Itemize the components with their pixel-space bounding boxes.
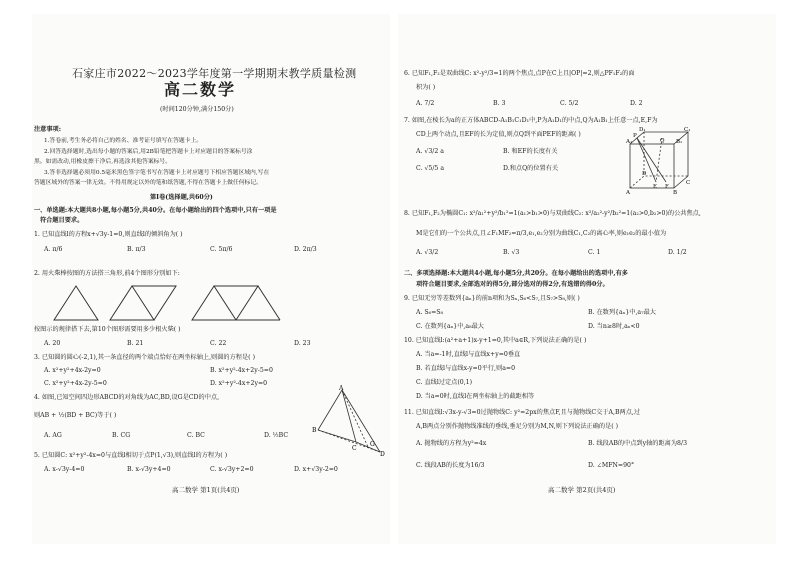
- q9-option-d: D. 当n≥8时,aₙ<0: [588, 323, 640, 330]
- page-footer: 高二数学 第1页(共4页): [172, 486, 240, 494]
- q1-option-a: A. π/6: [44, 246, 63, 253]
- q4-option-b: B. CG: [112, 432, 131, 439]
- question-7-cont: CD上两个动点,且EF的长为定值,则点Q到平面PEF的距离( ): [416, 131, 581, 138]
- q9-option-b: B. 在数列{aₙ}中,a₇最大: [588, 309, 656, 316]
- label-e: E: [653, 184, 658, 190]
- q5-option-a: A. x-√3y-4=0: [44, 466, 85, 473]
- q9-option-a: A. S₆=S₈: [416, 309, 444, 316]
- question-9: 9. 已知无穷等差数列{aₙ}的前n项和为Sₙ,S₆<S₇,且S₇>S₈,则( ): [404, 295, 580, 302]
- label-c: C: [686, 180, 691, 186]
- q4-option-a: A. AG: [44, 432, 62, 439]
- page-footer: 高二数学 第2页(共4页): [548, 486, 616, 494]
- q1-option-b: B. π/3: [127, 246, 146, 253]
- q7-option-d: D.和点Q的位置有关: [503, 165, 559, 172]
- q1-option-d: D. 2π/3: [294, 246, 317, 253]
- label-b: B: [673, 190, 678, 196]
- q2-option-d: D. 23: [294, 340, 311, 347]
- q8-option-a: A. √3/2: [416, 249, 439, 256]
- q10-option-d: D. 当a=0时,直线l在两坐标轴上的截距相等: [416, 393, 535, 400]
- label-d1: D₁: [639, 127, 646, 133]
- label-b: B: [312, 427, 317, 434]
- q9-option-c: C. 在数列{aₙ}中,a₈最大: [416, 323, 484, 330]
- note-1: 1.答卷前,考生务必将自己的姓名、准考证号填写在答题卡上。: [44, 138, 203, 144]
- question-2-cont: 按图示的规律搭下去,第10个图形需要用多少根火柴( ): [34, 326, 181, 333]
- question-8: 8. 已知F₁,F₂为椭圆C₁: x²/a₁²+y²/b₁²=1(a₁>b₁>0)与双曲线C₂: x²/a₂²-y²/b₂²=1(a₂>0,b₂>0)的公共焦点,: [404, 210, 701, 217]
- label-d: D: [642, 171, 647, 177]
- question-6-cont: 积为( ): [416, 84, 436, 91]
- q8-option-c: C. 1: [588, 249, 601, 256]
- q6-option-c: C. 5/2: [560, 100, 579, 107]
- q10-option-c: C. 直线l过定点(0,1): [416, 379, 473, 386]
- q3-option-b: B. x²+y²-4x+2y-5=0: [210, 367, 273, 374]
- q6-option-b: B. 3: [493, 100, 506, 107]
- question-3: 3. 已知圆的圆心(-2,1),其一条直径的两个端点恰好在两坐标轴上,则圆的方程是( ): [34, 354, 255, 361]
- exam-title: 石家庄市2022～2023学年度第一学期期末教学质量检测: [72, 67, 357, 80]
- q8-option-b: B. √3: [503, 249, 520, 256]
- label-c: C: [352, 445, 357, 452]
- q10-option-b: B. 若直线l与直线x-y=0平行,则a=0: [416, 365, 516, 372]
- q11-option-c: C. 线段AB的长度为16/3: [416, 462, 485, 469]
- question-11-cont: A,B两点分别作抛物线准线的垂线,垂足分别为M,N,则下列说法正确的是( ): [416, 423, 619, 430]
- label-f: F: [665, 184, 669, 190]
- note-2b: 黑。如需改动,用橡皮擦干净后,再选涂其他答案标号。: [34, 159, 172, 165]
- q10-option-a: A. 当a=-1时,直线l与直线x+y=0垂直: [416, 351, 521, 358]
- q2-option-b: B. 21: [127, 340, 144, 347]
- label-b1: B₁: [676, 139, 683, 145]
- time-note: (时间120分钟,满分150分): [160, 106, 234, 113]
- label-q: Q: [660, 138, 665, 144]
- q11-option-a: A. 抛物线的方程为y²=4x: [416, 440, 487, 447]
- q7-option-c: C. √5/5 a: [416, 165, 445, 172]
- q7-option-a: A. √3/2 a: [416, 148, 444, 155]
- q8-option-d: D. 1/2: [668, 249, 687, 256]
- question-2: 2. 用火柴棒按图的方法搭三角形,前4个图形分别如下:: [34, 270, 180, 277]
- label-a1: A₁: [626, 139, 633, 145]
- label-c1: C₁: [684, 127, 691, 133]
- question-6: 6. 已知F₁,F₂是双曲线C: x²-y²/3=1的两个焦点,点P在C上且|OP|=2,则△PF₁F₂的面: [404, 70, 635, 77]
- section-1-heading: 一、单选题:本大题共8小题,每小题5分,共40分。在每小题给出的四个选项中,只有一项是: [34, 207, 277, 214]
- q5-option-d: D. x+√3y-2=0: [294, 466, 338, 473]
- q2-option-a: A. 20: [44, 340, 61, 347]
- note-2a: 2.回答选择题时,选出每小题的答案后,用2B铅笔把答题卡上对应题目的答案标号涂: [44, 149, 253, 155]
- q11-option-b: B. 线段AB的中点到y轴的距离为8/3: [588, 440, 688, 447]
- label-g: G: [370, 441, 375, 448]
- section-1-heading-cont: 符合题目要求。: [40, 217, 84, 224]
- exam-page-1: [32, 14, 390, 544]
- q3-option-c: C. x²+y²+4x-2y-5=0: [44, 380, 107, 387]
- label-a: A: [626, 190, 630, 196]
- matchstick-triangles-figure: [52, 282, 302, 324]
- note-3a: 3.答非选择题必须用0.5毫米黑色签字笔书写在答题卡上对应题号下相应答题区域内,写在: [44, 170, 270, 176]
- notes-heading: 注意事项:: [34, 126, 62, 133]
- q11-option-d: D. ∠MFN=90°: [588, 462, 635, 469]
- q3-option-a: A. x²+y²+4x-2y=0: [44, 367, 101, 374]
- question-4: 4. 如图,已知空间四边形ABCD的对角线为AC,BD,设G是CD的中点,: [34, 394, 220, 401]
- part-1-heading: 第Ⅰ卷(选择题,共60分): [150, 194, 213, 201]
- q6-option-a: A. 7/2: [416, 100, 435, 107]
- note-3b: 答题区域外的答案一律无效。不得用规定以外的笔和纸答题,不得在答题卡上做任何标记。: [34, 180, 262, 186]
- q5-option-c: C. x-√3y+2=0: [210, 466, 254, 473]
- question-11: 11. 已知直线l:√3x-y-√3=0过抛物线C: y²=2px的焦点F,且与抛物线C交于A,B两点,过: [404, 409, 641, 416]
- exam-page-2: [398, 14, 776, 544]
- label-a: A: [339, 385, 344, 392]
- label-d: D: [380, 451, 385, 456]
- q4-option-c: C. BC: [187, 432, 205, 439]
- question-10: 10. 已知直线l:(a²+a+1)x-y+1=0,其中a∈R,下列说法正确的是( ): [404, 337, 587, 344]
- question-5: 5. 已知圆C: x²+y²-4x=0与直线l相切于点P(1,√3),则直线l的方程为( ): [34, 452, 228, 459]
- q6-option-d: D. 2: [630, 100, 643, 107]
- question-4-cont: 则AB + ½(BD + BC)等于( ): [34, 412, 117, 419]
- q4-option-d: D. ½BC: [264, 432, 289, 439]
- q7-option-b: B. 和EF的长度有关: [503, 148, 558, 155]
- question-7: 7. 如图,在棱长为a的正方体ABCD-A₁B₁C₁D₁中,P为A₁D₁的中点,Q为A₁B₁上任意一点,E,F为: [404, 117, 658, 124]
- section-2-heading-cont: 项符合题目要求,全部选对的得5分,部分选对的得2分,有选错的得0分。: [416, 281, 609, 288]
- q3-option-d: D. x²+y²-4x+2y=0: [210, 380, 268, 387]
- section-2-heading: 二、多项选择题:本大题共4小题,每小题5分,共20分。在每小题给出的选项中,有多: [404, 270, 628, 277]
- q1-option-c: C. 5π/6: [210, 246, 233, 253]
- cube-figure: [626, 126, 692, 196]
- q2-option-c: C. 22: [210, 340, 227, 347]
- label-p: P: [633, 133, 637, 139]
- tetrahedron-figure: [312, 384, 386, 456]
- subject-title: 高二数学: [164, 80, 237, 99]
- q5-option-b: B. x-√3y+4=0: [127, 466, 171, 473]
- question-1: 1. 已知直线l的方程x+√3y-1=0,则直线l的倾斜角为( ): [34, 231, 183, 238]
- question-8-cont: M是它们的一个公共点,且∠F₁MF₂=π/3,e₁,e₂分别为曲线C₁,C₂的离心率,则e₁e₂的最小值为: [416, 230, 667, 237]
